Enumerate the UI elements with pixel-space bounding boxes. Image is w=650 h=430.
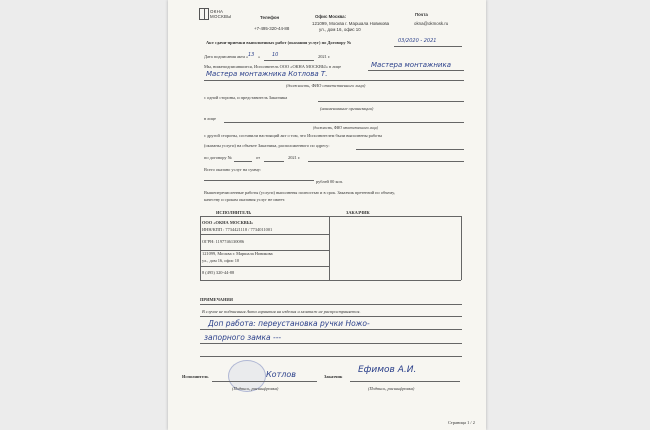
table-ogrn: ОГРН: 1197746130086 <box>202 239 245 244</box>
office-line1: 121099, Москва г. Маршала Новикова <box>312 21 390 26</box>
act-title: Акт сдачи-приемки выполненных работ (оказания услуг) по Договору № <box>206 40 352 45</box>
customer-header: ЗАКАЗЧИК <box>346 210 370 215</box>
executor-header: ИСПОЛНИТЕЛЬ <box>216 210 252 215</box>
para2-underline-1 <box>224 122 464 123</box>
executor-sign-label: Исполнитель <box>182 374 209 379</box>
contract-year: 2021 г. <box>288 155 301 160</box>
table-mid-border <box>329 216 330 280</box>
mail-label: Почта <box>415 12 428 17</box>
notes-handwritten-1: Доп работа: переустановка ручки Ножо- <box>208 319 370 328</box>
para2-text: с другой стороны, составили настоящий акт о том, что Исполнителем были выполнены работы <box>204 133 383 138</box>
para2-caption: (должность, ФИО ответственного лица) <box>313 126 378 130</box>
phone-label: Телефон <box>260 15 280 20</box>
executor-caption: (Подпись, расшифровка) <box>232 386 279 391</box>
para2-underline-2 <box>356 149 464 150</box>
notes-line-0 <box>200 304 462 305</box>
office-label: Офис Москва: <box>315 14 347 19</box>
table-addr1: 121099, Москва г. Маршала Новикова <box>202 251 273 256</box>
para1-caption: (должность, ФИО ответственного лица) <box>286 83 366 88</box>
contract-underline <box>308 161 464 162</box>
para1-prefix: Мы, нижеподписавшиеся, Исполнитель ООО «ОКНА МОСКВЫ» в лице <box>204 64 342 69</box>
para3-line2: качеству и срокам оказания услуг не имеет. <box>204 197 286 202</box>
page-number: Страница 1 / 2 <box>448 420 475 425</box>
document-sheet <box>168 0 486 430</box>
table-bottom-border <box>200 280 461 281</box>
table-addr2: ул., дом 16, офис 10 <box>202 258 240 263</box>
notes-line-3 <box>200 343 462 344</box>
para1-underline-3 <box>318 101 464 102</box>
table-company: ООО «ОКНА МОСКВЫ» <box>202 220 254 225</box>
executor-signature: Котлов <box>266 370 296 379</box>
notes-handwritten-2: запорного замка --- <box>204 333 282 342</box>
mail-value: okna@okmosk.ru <box>414 21 449 26</box>
contract-prefix: по договору № <box>204 155 232 160</box>
date-mid: » <box>258 54 261 59</box>
logo-icon <box>199 8 209 20</box>
customer-caption: (Подпись, расшифровка) <box>368 386 415 391</box>
para1-suffix: с одной стороны, и представитель Заказчика <box>204 95 288 100</box>
date-day-handwritten: 13 <box>248 52 255 58</box>
contract-from: от <box>256 155 261 160</box>
org-caption: (наименование организации) <box>320 106 374 111</box>
table-phone: 8 (495) 320-44-88 <box>202 270 235 275</box>
sum-underline <box>204 180 314 181</box>
para1-underline-2 <box>204 80 464 81</box>
date-underline <box>264 60 314 61</box>
sum-label: Всего оказано услуг на сумму: <box>204 167 262 172</box>
table-row-line-1 <box>200 234 329 235</box>
notes-label: ПРИМЕЧАНИЯ <box>200 297 233 302</box>
table-top-border <box>200 216 461 217</box>
contract-date-line <box>264 161 284 162</box>
notes-line-1 <box>200 316 462 317</box>
office-line2: ул., дом 16, офис 10 <box>319 27 361 32</box>
para1-underline-1 <box>368 70 464 71</box>
customer-sign-label: Заказчик <box>324 374 343 379</box>
notes-line1: В случае не подписания Акта гарантия на изделия и монтаж не распространяется. <box>202 309 361 314</box>
para2-text2: (оказаны услуги) на объекте Заказчика, расположенного по адресу: <box>204 143 330 148</box>
table-left-border <box>200 216 201 280</box>
notes-line-2 <box>200 329 462 330</box>
customer-sign-line <box>350 381 460 382</box>
date-year: 2021 г. <box>318 54 331 59</box>
table-row-line-3 <box>200 266 329 267</box>
para1-handwritten-role: Мастера монтажника <box>371 61 451 69</box>
notes-line-4 <box>200 356 462 357</box>
date-prefix: Дата подписания акта « <box>204 54 249 59</box>
para3-line1: Вышеперечисленные работы (услуги) выполнены полностью и в срок. Заказчик претензий по объему, <box>204 190 395 195</box>
logo-text-1: ОКНА <box>210 9 224 14</box>
phone-value: +7-495-320-44-88 <box>254 26 290 31</box>
sum-value: рублей 00 коп. <box>316 179 344 184</box>
para2-prefix: в лице <box>204 116 217 121</box>
table-inn: ИНН/КПП : 7734421118 / 7734011001 <box>202 227 273 232</box>
contract-number-handwritten: 03/2020 - 2021 <box>398 38 437 44</box>
para1-handwritten-name: Мастера монтажника Котлова Т. <box>206 70 328 78</box>
executor-sign-line <box>212 381 317 382</box>
customer-signature: Ефимов А.И. <box>358 365 417 375</box>
date-month-handwritten: 10 <box>272 52 279 58</box>
contract-number-line <box>234 161 252 162</box>
table-right-border <box>461 216 462 280</box>
logo-text-2: МОСКВЫ <box>210 14 232 19</box>
title-underline <box>394 46 462 47</box>
